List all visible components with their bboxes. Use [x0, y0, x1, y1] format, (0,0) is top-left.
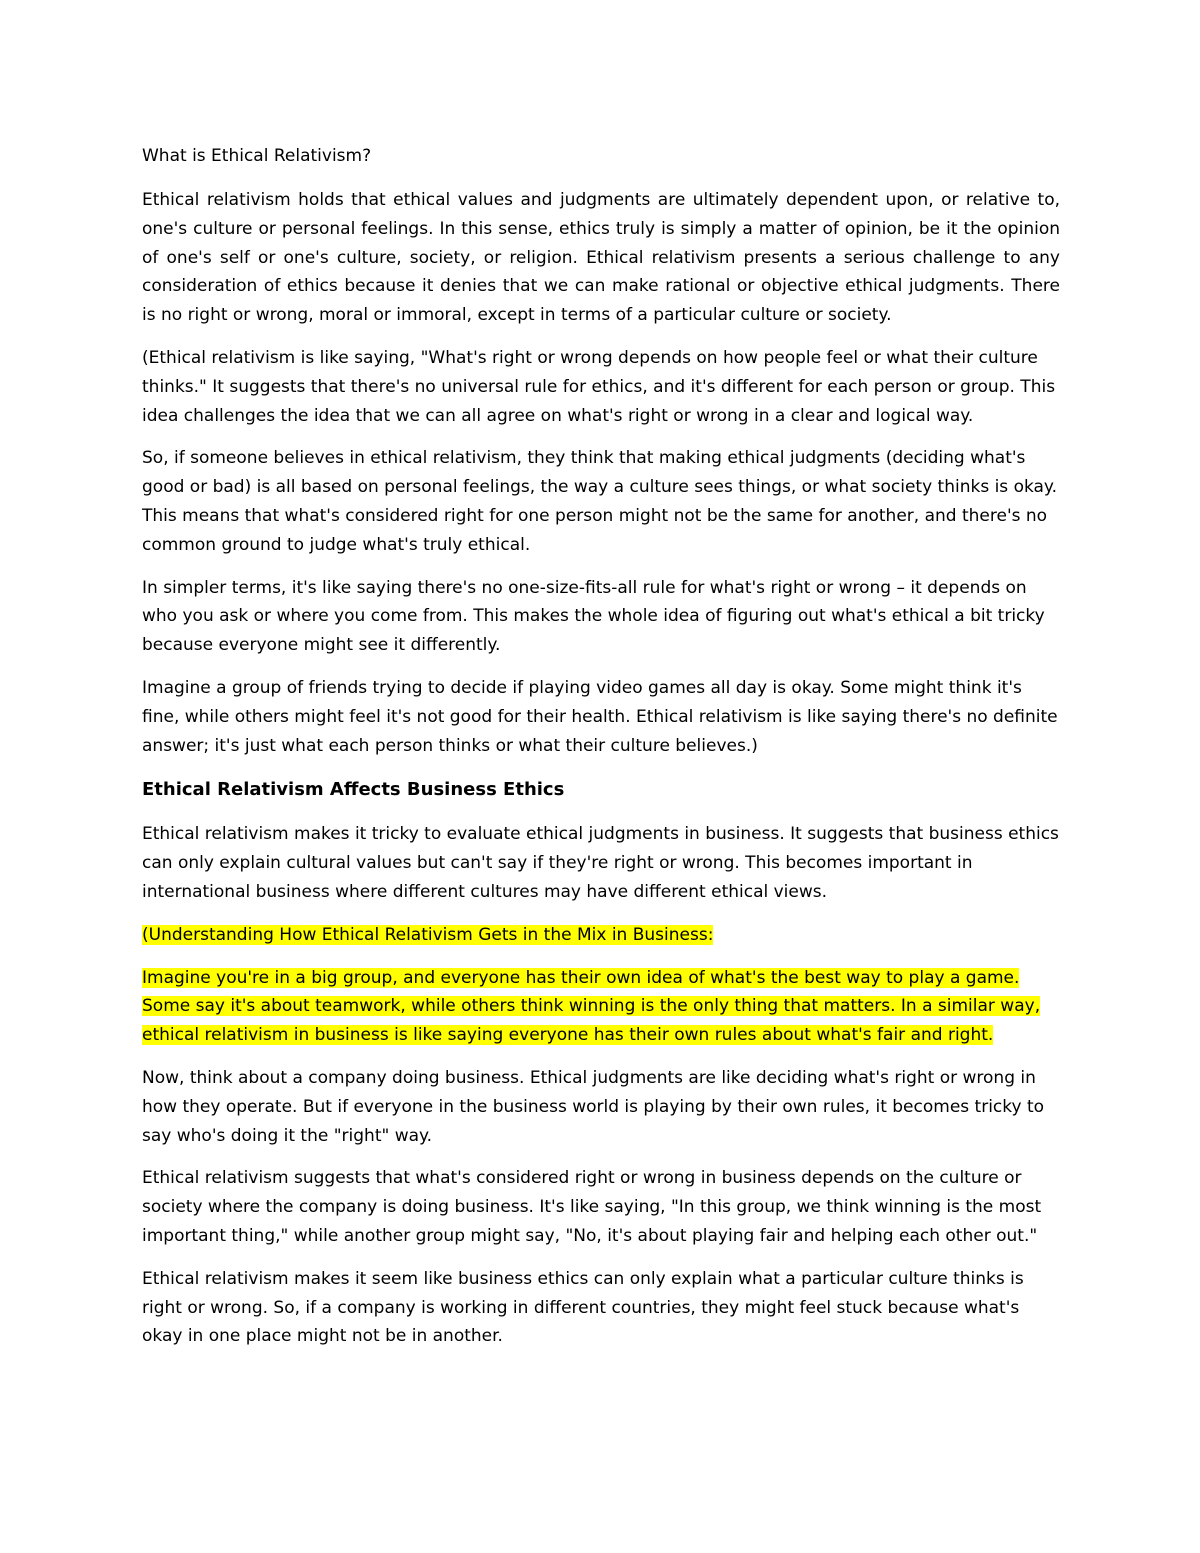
business-paragraph-3: Ethical relativism suggests that what's considered right or wrong in business depends on the culture or society where the company is doing business. It's like saying, "In this group, we think winning is the most important thing," while another group might say, "No, it's about playing fair and helping each other out." [142, 1168, 1042, 1246]
document-page [142, 142, 1060, 1365]
document-title: What is Ethical Relativism? [142, 146, 372, 166]
highlighted-body-text: Imagine you're in a big group, and everyone has their own idea of what's the best way to play a game. Some say it's about teamwork, while others think winning is the only thing that matters. In a similar way, ethical relativism in business is like saying everyone has their own rules about what's fair and right. [142, 967, 1041, 1046]
simple-explanation-paragraph-1: (Ethical relativism is like saying, "What's right or wrong depends on how people feel or what their culture thinks." It suggests that there's no universal rule for ethics, and it's different for each person or group. This idea challenges the idea that we can all agree on what's right or wrong in a clear and logical way. [142, 347, 1056, 426]
simple-explanation-paragraph-4: Imagine a group of friends trying to decide if playing video games all day is okay. Some might think it's fine, while others might feel it's not good for their health. Ethical relativism is like saying there's no definite answer; it's just what each person thinks or what their culture believes.) [142, 677, 1058, 756]
business-paragraph-4: Ethical relativism makes it seem like business ethics can only explain what a particular culture thinks is right or wrong. So, if a company is working in different countries, they might feel stuck because what's okay in one place might not be in another. [142, 1268, 1024, 1347]
simple-explanation-paragraph-3: In simpler terms, it's like saying there's no one-size-fits-all rule for what's right or wrong – it depends on who you ask or where you come from. This makes the whole idea of figuring out what's ethical a bit tricky because everyone might see it differently. [142, 577, 1045, 656]
business-paragraph-2: Now, think about a company doing business. Ethical judgments are like deciding what's right or wrong in how they operate. But if everyone in the business world is playing by their own rules, it becomes tricky to say who's doing it the "right" way. [142, 1067, 1045, 1146]
business-paragraph-1: Ethical relativism makes it tricky to evaluate ethical judgments in business. It suggests that business ethics can only explain cultural values but can't say if they're right or wrong. This becomes important in international business where different cultures may have different ethical views. [142, 824, 1059, 902]
highlighted-heading-paragraph [142, 921, 1060, 950]
simple-explanation-paragraph-2: So, if someone believes in ethical relativism, they think that making ethical judgments (deciding what's good or bad) is all based on personal feelings, the way a culture sees things, or what society thinks is okay. This means that what's considered right for one person might not be the same for another, and there's no common ground to judge what's truly ethical. [142, 448, 1057, 555]
highlighted-body-paragraph [142, 964, 1060, 1050]
definition-paragraph: Ethical relativism holds that ethical values and judgments are ultimately dependent upon, or relative to, one's culture or personal feelings. In this sense, ethics truly is simply a matter of opinion, be it the opinion of one's self or one's culture, society, or religion. Ethical relativism presents a serious challenge to any consideration of ethics because it denies that we can make rational or objective ethical judgments. There is no right or wrong, moral or immoral, except in terms of a particular culture or society. [142, 190, 1060, 326]
highlighted-heading-text: (Understanding How Ethical Relativism Gets in the Mix in Business: [142, 924, 714, 945]
section-heading-business: Ethical Relativism Affects Business Ethics [142, 779, 565, 801]
